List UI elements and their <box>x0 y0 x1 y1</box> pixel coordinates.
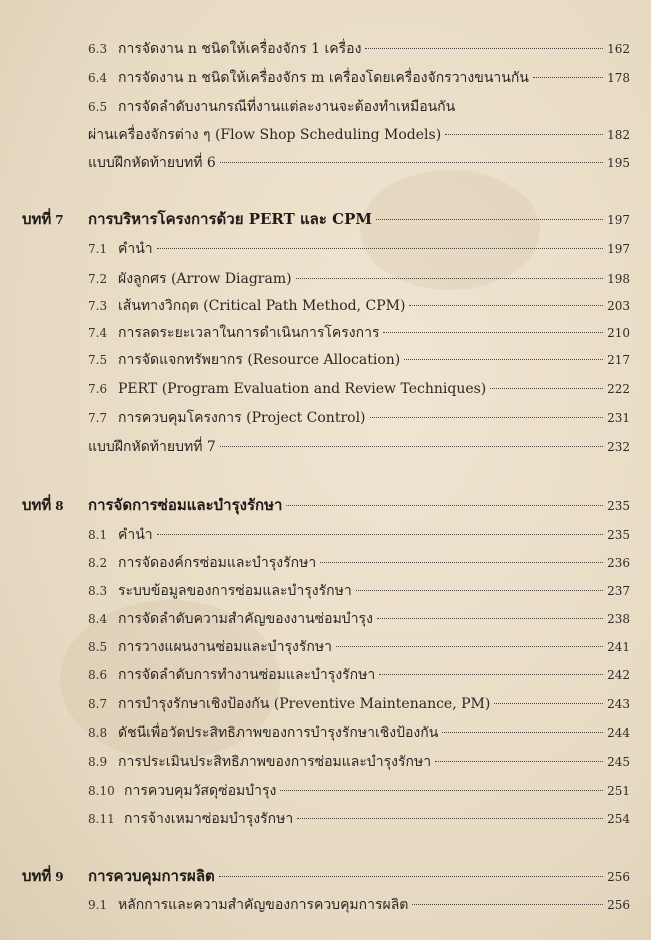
page-number: 256 <box>607 898 630 912</box>
section-title: แบบฝึกหัดท้ายบทที่ 7 <box>88 439 216 455</box>
chapter-number: 7 <box>55 213 64 227</box>
page-number: 236 <box>607 556 630 570</box>
section-title: คำนำ <box>118 241 153 257</box>
section-title: การประเมินประสิทธิภาพของการซ่อมและบำรุงรักษา <box>118 754 432 770</box>
section-number: 8.4 <box>88 612 108 626</box>
chapter-label <box>22 494 64 517</box>
dot-leader <box>370 417 604 418</box>
dot-leader <box>280 790 603 791</box>
section-title: คำนำ <box>118 527 153 543</box>
dot-leader <box>365 48 603 49</box>
page-number: 237 <box>607 584 630 598</box>
section-title: การจัดลำดับงานกรณีที่งานแต่ละงานจะต้องทำเหมือนกัน <box>118 99 456 115</box>
section-number: 6.3 <box>88 42 108 56</box>
section-title: การจัดงาน n ชนิดให้เครื่องจักร m เครื่องโดยเครื่องจักรวางขนานกัน <box>118 70 529 86</box>
section-row <box>88 407 630 429</box>
page-number: 251 <box>607 784 630 798</box>
section-number: 8.8 <box>88 726 108 740</box>
page-number: 178 <box>607 71 630 85</box>
section-row <box>88 96 630 118</box>
section-title: การวางแผนงานซ่อมและบำรุงรักษา <box>118 639 332 655</box>
section-number: 8.11 <box>88 812 115 826</box>
chapter-word: บทที่ <box>22 210 52 228</box>
section-row <box>88 808 630 830</box>
section-row <box>88 524 630 546</box>
page-number: 222 <box>607 382 630 396</box>
section-row <box>88 894 630 916</box>
section-number: 7.7 <box>88 411 108 425</box>
dot-leader <box>435 761 603 762</box>
chapter-label <box>22 208 64 231</box>
section-row <box>88 349 630 371</box>
dot-leader <box>220 162 603 163</box>
section-title: ดัชนีเพื่อวัดประสิทธิภาพของการบำรุงรักษาเชิงป้องกัน <box>118 725 439 741</box>
dot-leader <box>297 818 603 819</box>
page-number: 217 <box>607 353 630 367</box>
section-row <box>88 295 630 317</box>
section-title: เส้นทางวิกฤต (Critical Path Method, CPM) <box>118 298 406 314</box>
page-number: 210 <box>607 326 630 340</box>
section-number: 8.3 <box>88 584 108 598</box>
section-row <box>88 664 630 686</box>
section-title: แบบฝึกหัดท้ายบทที่ 6 <box>88 155 216 171</box>
section-number: 7.3 <box>88 299 108 313</box>
page-number: 242 <box>607 668 630 682</box>
dot-leader <box>219 876 603 877</box>
section-row <box>88 580 630 602</box>
section-number: 7.2 <box>88 272 108 286</box>
chapter-title: การควบคุมการผลิต <box>88 867 215 885</box>
section-title: การจัดลำดับการทำงานซ่อมและบำรุงรักษา <box>118 667 376 683</box>
page-number: 197 <box>607 242 630 256</box>
section-row <box>88 38 630 60</box>
page-number: 243 <box>607 697 630 711</box>
section-number: 7.6 <box>88 382 108 396</box>
chapter-title: การจัดการซ่อมและบำรุงรักษา <box>88 496 283 514</box>
section-row <box>88 152 630 174</box>
section-row <box>88 322 630 344</box>
dot-leader <box>320 562 603 563</box>
section-title: PERT (Program Evaluation and Review Techniques) <box>118 381 487 397</box>
dot-leader <box>533 77 603 78</box>
section-number: 8.10 <box>88 784 115 798</box>
section-row <box>88 436 630 458</box>
page-number: 203 <box>607 299 630 313</box>
page-number: 238 <box>607 612 630 626</box>
page-number: 232 <box>607 440 630 454</box>
section-title: การควบคุมโครงการ (Project Control) <box>118 410 366 426</box>
section-number: 8.9 <box>88 755 108 769</box>
page-number: 235 <box>607 499 630 513</box>
page-number: 241 <box>607 640 630 654</box>
dot-leader <box>376 219 603 220</box>
page-number: 244 <box>607 726 630 740</box>
page-number: 198 <box>607 272 630 286</box>
section-row <box>88 608 630 630</box>
section-row <box>88 238 630 260</box>
section-title: การควบคุมวัสดุซ่อมบำรุง <box>124 783 277 799</box>
section-title: การจัดงาน n ชนิดให้เครื่องจักร 1 เครื่อง <box>118 41 362 57</box>
section-row <box>88 751 630 773</box>
dot-leader <box>356 590 603 591</box>
section-number: 8.5 <box>88 640 108 654</box>
dot-leader <box>412 904 603 905</box>
chapter-title: การบริหารโครงการด้วย PERT และ CPM <box>88 210 372 228</box>
dot-leader <box>157 534 603 535</box>
dot-leader <box>445 134 603 135</box>
section-title: การจัดลำดับความสำคัญของงานซ่อมบำรุง <box>118 611 373 627</box>
section-number: 7.5 <box>88 353 108 367</box>
dot-leader <box>494 703 603 704</box>
section-title: การลดระยะเวลาในการดำเนินการโครงการ <box>118 325 380 341</box>
page-number: 231 <box>607 411 630 425</box>
dot-leader <box>379 674 603 675</box>
section-title: หลักการและความสำคัญของการควบคุมการผลิต <box>118 897 409 913</box>
section-title: ผ่านเครื่องจักรต่าง ๆ (Flow Shop Scheduling Models) <box>88 127 442 143</box>
section-title: การจัดแจกทรัพยากร (Resource Allocation) <box>118 352 401 368</box>
dot-leader <box>409 305 603 306</box>
chapter-row <box>22 208 630 230</box>
dot-leader <box>336 646 603 647</box>
section-row <box>88 268 630 290</box>
chapter-word: บทที่ <box>22 867 52 885</box>
page-number: 256 <box>607 870 630 884</box>
section-number: 8.6 <box>88 668 108 682</box>
page-number: 254 <box>607 812 630 826</box>
section-title: การจ้างเหมาซ่อมบำรุงรักษา <box>124 811 294 827</box>
section-number: 7.4 <box>88 326 108 340</box>
chapter-row <box>22 865 630 887</box>
dot-leader <box>220 446 603 447</box>
page-number: 235 <box>607 528 630 542</box>
section-number: 8.2 <box>88 556 108 570</box>
chapter-row <box>22 494 630 516</box>
section-row <box>88 780 630 802</box>
section-number: 9.1 <box>88 898 108 912</box>
section-row <box>88 378 630 400</box>
section-title: ผังลูกศร (Arrow Diagram) <box>118 271 292 287</box>
page-number: 162 <box>607 42 630 56</box>
page-number: 245 <box>607 755 630 769</box>
dot-leader <box>383 332 603 333</box>
dot-leader <box>377 618 603 619</box>
section-row <box>88 552 630 574</box>
dot-leader <box>286 505 603 506</box>
dot-leader <box>157 248 603 249</box>
section-title: การจัดองค์กรซ่อมและบำรุงรักษา <box>118 555 317 571</box>
section-row <box>88 67 630 89</box>
chapter-word: บทที่ <box>22 496 52 514</box>
section-title: การบำรุงรักษาเชิงป้องกัน (Preventive Maintenance, PM) <box>118 696 491 712</box>
section-row <box>88 124 630 146</box>
section-row <box>88 693 630 715</box>
page-number: 182 <box>607 128 630 142</box>
dot-leader <box>296 278 604 279</box>
dot-leader <box>490 388 603 389</box>
chapter-number: 8 <box>55 499 64 513</box>
page-number: 197 <box>607 213 630 227</box>
dot-leader <box>404 359 603 360</box>
section-number: 6.5 <box>88 100 108 114</box>
page-number: 195 <box>607 156 630 170</box>
chapter-label <box>22 865 64 888</box>
chapter-number: 9 <box>55 870 64 884</box>
section-row <box>88 722 630 744</box>
section-number: 6.4 <box>88 71 108 85</box>
dot-leader <box>442 732 603 733</box>
section-row <box>88 636 630 658</box>
section-number: 8.7 <box>88 697 108 711</box>
section-number: 8.1 <box>88 528 108 542</box>
section-number: 7.1 <box>88 242 108 256</box>
section-title: ระบบข้อมูลของการซ่อมและบำรุงรักษา <box>118 583 352 599</box>
